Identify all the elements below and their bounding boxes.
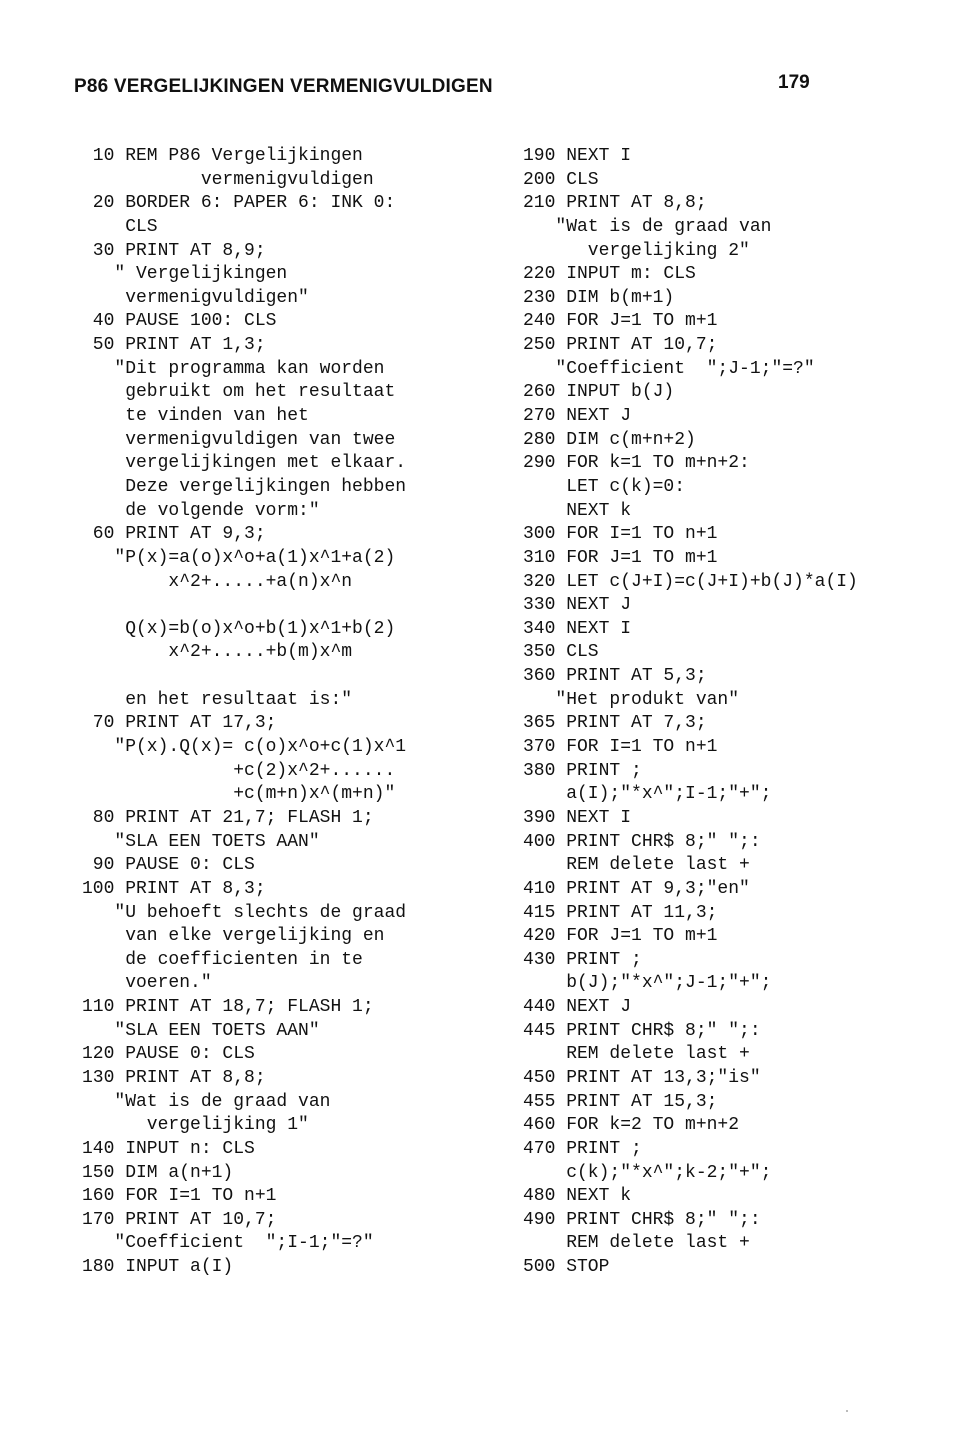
page-number: 179 bbox=[778, 72, 810, 93]
code-line: 250 PRINT AT 10,7; bbox=[523, 335, 718, 356]
program-listing-right-column bbox=[523, 145, 858, 1280]
code-line: 70 PRINT AT 17,3; bbox=[82, 713, 277, 734]
code-line: "P(x).Q(x)= c(o)x^o+c(1)x^1 bbox=[82, 737, 407, 758]
code-line: 60 PRINT AT 9,3; bbox=[82, 524, 266, 545]
code-line: 230 DIM b(m+1) bbox=[523, 287, 675, 308]
code-line: 80 PRINT AT 21,7; FLASH 1; bbox=[82, 807, 374, 828]
code-line: vergelijking 1" bbox=[82, 1115, 309, 1136]
code-line: gebruikt om het resultaat bbox=[82, 382, 396, 403]
code-line: b(J);"*x^";J-1;"+"; bbox=[523, 973, 772, 994]
code-line: 150 DIM a(n+1) bbox=[82, 1162, 234, 1183]
code-line: 360 PRINT AT 5,3; bbox=[523, 666, 707, 687]
code-line: 210 PRINT AT 8,8; bbox=[523, 193, 707, 214]
code-line: 430 PRINT ; bbox=[523, 949, 642, 970]
code-line: 180 INPUT a(I) bbox=[82, 1257, 234, 1278]
code-line: 400 PRINT CHR$ 8;" ";: bbox=[523, 831, 761, 852]
code-line: 140 INPUT n: CLS bbox=[82, 1138, 255, 1159]
program-listing-left-column bbox=[82, 145, 406, 1280]
code-line: 460 FOR k=2 TO m+n+2 bbox=[523, 1115, 740, 1136]
code-line: 160 FOR I=1 TO n+1 bbox=[82, 1186, 277, 1207]
code-line: 290 FOR k=1 TO m+n+2: bbox=[523, 453, 750, 474]
code-line: 365 PRINT AT 7,3; bbox=[523, 713, 707, 734]
code-line: REM delete last + bbox=[523, 1233, 750, 1254]
code-line: 320 LET c(J+I)=c(J+I)+b(J)*a(I) bbox=[523, 571, 858, 592]
code-line: de coefficienten in te bbox=[82, 949, 363, 970]
code-line: 100 PRINT AT 8,3; bbox=[82, 878, 266, 899]
code-line: 120 PAUSE 0: CLS bbox=[82, 1044, 255, 1065]
code-line: 340 NEXT I bbox=[523, 618, 632, 639]
code-line: 170 PRINT AT 10,7; bbox=[82, 1209, 277, 1230]
code-line: "Wat is de graad van bbox=[523, 216, 772, 237]
code-line: van elke vergelijking en bbox=[82, 926, 385, 947]
code-line: "U behoeft slechts de graad bbox=[82, 902, 407, 923]
code-line: 240 FOR J=1 TO m+1 bbox=[523, 311, 718, 332]
code-line bbox=[82, 594, 406, 618]
code-line: a(I);"*x^";I-1;"+"; bbox=[523, 784, 772, 805]
code-line: 500 STOP bbox=[523, 1257, 610, 1278]
code-line: LET c(k)=0: bbox=[523, 476, 686, 497]
code-line: 30 PRINT AT 8,9; bbox=[82, 240, 266, 261]
code-line: "SLA EEN TOETS AAN" bbox=[82, 831, 320, 852]
code-line: vermenigvuldigen" bbox=[82, 287, 309, 308]
code-line: 490 PRINT CHR$ 8;" ";: bbox=[523, 1209, 761, 1230]
code-line: 310 FOR J=1 TO m+1 bbox=[523, 547, 718, 568]
code-line: vermenigvuldigen van twee bbox=[82, 429, 396, 450]
scan-speck bbox=[846, 1410, 848, 1412]
code-line: 330 NEXT J bbox=[523, 595, 632, 616]
code-line: 50 PRINT AT 1,3; bbox=[82, 335, 266, 356]
code-line: 455 PRINT AT 15,3; bbox=[523, 1091, 718, 1112]
code-line: c(k);"*x^";k-2;"+"; bbox=[523, 1162, 772, 1183]
code-line: "Coefficient ";I-1;"=?" bbox=[82, 1233, 374, 1254]
page-title: P86 VERGELIJKINGEN VERMENIGVULDIGEN bbox=[74, 76, 493, 97]
code-line: 20 BORDER 6: PAPER 6: INK 0: bbox=[82, 193, 396, 214]
code-line: vergelijkingen met elkaar. bbox=[82, 453, 407, 474]
code-line: 410 PRINT AT 9,3;"en" bbox=[523, 878, 750, 899]
code-line: REM delete last + bbox=[523, 855, 750, 876]
code-line: vergelijking 2" bbox=[523, 240, 750, 261]
code-line: 445 PRINT CHR$ 8;" ";: bbox=[523, 1020, 761, 1041]
code-line: 420 FOR J=1 TO m+1 bbox=[523, 926, 718, 947]
code-line: 40 PAUSE 100: CLS bbox=[82, 311, 277, 332]
code-line: 90 PAUSE 0: CLS bbox=[82, 855, 255, 876]
code-line: en het resultaat is:" bbox=[82, 689, 353, 710]
code-line: "Coefficient ";J-1;"=?" bbox=[523, 358, 815, 379]
code-line: "Het produkt van" bbox=[523, 689, 740, 710]
code-line: NEXT k bbox=[523, 500, 632, 521]
code-line: x^2+.....+a(n)x^n bbox=[82, 571, 353, 592]
code-line: 350 CLS bbox=[523, 642, 599, 663]
code-line: 450 PRINT AT 13,3;"is" bbox=[523, 1067, 761, 1088]
code-line: CLS bbox=[82, 216, 158, 237]
code-line: 130 PRINT AT 8,8; bbox=[82, 1067, 266, 1088]
code-line: "SLA EEN TOETS AAN" bbox=[82, 1020, 320, 1041]
code-line: " Vergelijkingen bbox=[82, 264, 288, 285]
code-line: "Wat is de graad van bbox=[82, 1091, 331, 1112]
code-line: 480 NEXT k bbox=[523, 1186, 632, 1207]
code-line: "Dit programma kan worden bbox=[82, 358, 385, 379]
code-line bbox=[82, 665, 406, 689]
code-line: +c(m+n)x^(m+n)" bbox=[82, 784, 396, 805]
code-line: te vinden van het bbox=[82, 406, 309, 427]
code-line: 200 CLS bbox=[523, 169, 599, 190]
code-line: voeren." bbox=[82, 973, 212, 994]
code-line: 370 FOR I=1 TO n+1 bbox=[523, 737, 718, 758]
code-line: Deze vergelijkingen hebben bbox=[82, 476, 407, 497]
code-line: "P(x)=a(o)x^o+a(1)x^1+a(2) bbox=[82, 547, 396, 568]
code-line: 300 FOR I=1 TO n+1 bbox=[523, 524, 718, 545]
code-line: x^2+.....+b(m)x^m bbox=[82, 642, 353, 663]
code-line: 440 NEXT J bbox=[523, 997, 632, 1018]
code-line: 110 PRINT AT 18,7; FLASH 1; bbox=[82, 997, 374, 1018]
code-line: de volgende vorm:" bbox=[82, 500, 320, 521]
code-line: 470 PRINT ; bbox=[523, 1138, 642, 1159]
code-line: REM delete last + bbox=[523, 1044, 750, 1065]
code-line: Q(x)=b(o)x^o+b(1)x^1+b(2) bbox=[82, 618, 396, 639]
code-line: 260 INPUT b(J) bbox=[523, 382, 675, 403]
code-line: 280 DIM c(m+n+2) bbox=[523, 429, 696, 450]
code-line: 190 NEXT I bbox=[523, 146, 632, 166]
code-line: 220 INPUT m: CLS bbox=[523, 264, 696, 285]
code-line: 10 REM P86 Vergelijkingen bbox=[82, 146, 363, 166]
code-line: 380 PRINT ; bbox=[523, 760, 642, 781]
code-line: 270 NEXT J bbox=[523, 406, 632, 427]
code-line: 390 NEXT I bbox=[523, 807, 632, 828]
code-line: vermenigvuldigen bbox=[82, 169, 374, 190]
code-line: 415 PRINT AT 11,3; bbox=[523, 902, 718, 923]
code-line: +c(2)x^2+...... bbox=[82, 760, 396, 781]
